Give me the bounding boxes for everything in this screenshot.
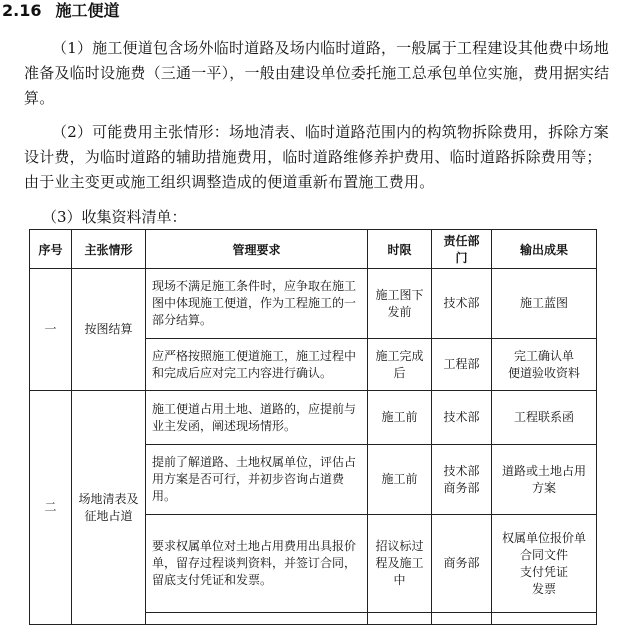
deadline-cell: 施工图下发前 xyxy=(368,269,432,339)
materials-table xyxy=(29,229,597,625)
empty-cell xyxy=(432,613,492,625)
output-line: 完工确认单 xyxy=(513,348,574,363)
table-row xyxy=(30,269,597,339)
department-cell: 技术部 xyxy=(432,269,492,339)
requirement-cell: 施工便道占用土地、道路的，应提前与业主发函，阐述现场情形。 xyxy=(146,391,368,445)
section-title: 施工便道 xyxy=(55,1,120,20)
output-line: 权属单位报价单 xyxy=(501,530,586,545)
output-line: 发票 xyxy=(531,581,556,596)
section-number: 2.16 xyxy=(2,1,42,20)
header-scenario: 主张情形 xyxy=(72,230,146,269)
paragraph-2: （2）可能费用主张情形：场地清表、临时道路范围内的构筑物拆除费用，拆除方案设计费，为临时道路的辅助措施费用，临时道路维修养护费用、临时道路拆除费用等；由于业主变更或施工组织调整造成的便道重新布置施工费用。 xyxy=(24,123,609,191)
header-seq: 序号 xyxy=(30,230,72,269)
department-cell: 技术部 xyxy=(432,391,492,445)
deadline-cell: 施工前 xyxy=(368,391,432,445)
empty-cell xyxy=(146,613,368,625)
header-deadline: 时限 xyxy=(368,230,432,269)
section-heading xyxy=(2,0,120,24)
requirement-cell: 提前了解道路、土地权属单位，评估占用方案是否可行，并初步咨询占道费用。 xyxy=(146,445,368,515)
output-cell xyxy=(492,445,597,515)
output-line: 施工蓝图 xyxy=(519,296,568,310)
deadline-cell: 施工完成后 xyxy=(368,339,432,391)
scenario-cell: 按图结算 xyxy=(72,269,146,391)
output-line: 支付凭证 xyxy=(519,564,568,579)
empty-cell xyxy=(368,613,432,625)
table-row xyxy=(30,391,597,445)
output-line: 道路或土地占用方案 xyxy=(501,463,586,495)
output-cell xyxy=(492,391,597,445)
empty-cell xyxy=(492,613,597,625)
output-line: 工程联系函 xyxy=(513,410,574,424)
department-cell: 技术部 商务部 xyxy=(432,445,492,515)
deadline-cell: 施工前 xyxy=(368,445,432,515)
output-cell xyxy=(492,515,597,613)
requirement-cell: 要求权属单位对土地占用费用出具报价单，留存过程谈判资料，并签订合同，留底支付凭证和发票。 xyxy=(146,515,368,613)
department-cell: 商务部 xyxy=(432,515,492,613)
output-cell xyxy=(492,339,597,391)
scenario-cell: 场地清表及征地占道 xyxy=(72,391,146,625)
output-line: 合同文件 xyxy=(519,547,568,562)
output-line: 便道验收资料 xyxy=(507,365,580,380)
seq-cell: 一 xyxy=(30,269,72,391)
seq-cell: 二 xyxy=(30,391,72,625)
requirement-cell: 现场不满足施工条件时，应争取在施工图中体现施工便道，作为工程施工的一部分结算。 xyxy=(146,269,368,339)
requirement-cell: 应严格按照施工便道施工，施工过程中和完成后应对完工内容进行确认。 xyxy=(146,339,368,391)
deadline-cell: 招议标过程及施工中 xyxy=(368,515,432,613)
paragraph-1: （1）施工便道包含场外临时道路及场内临时道路，一般属于工程建设其他费中场地准备及临时设施费（三通一平），一般由建设单位委托施工总承包单位实施，费用据实结算。 xyxy=(24,39,610,107)
header-output: 输出成果 xyxy=(492,230,597,269)
table-header-row xyxy=(30,230,597,269)
output-cell xyxy=(492,269,597,339)
department-cell: 工程部 xyxy=(432,339,492,391)
header-requirement: 管理要求 xyxy=(146,230,368,269)
list-title: （3）收集资料清单： xyxy=(42,208,187,226)
header-department: 责任部门 xyxy=(432,230,492,269)
